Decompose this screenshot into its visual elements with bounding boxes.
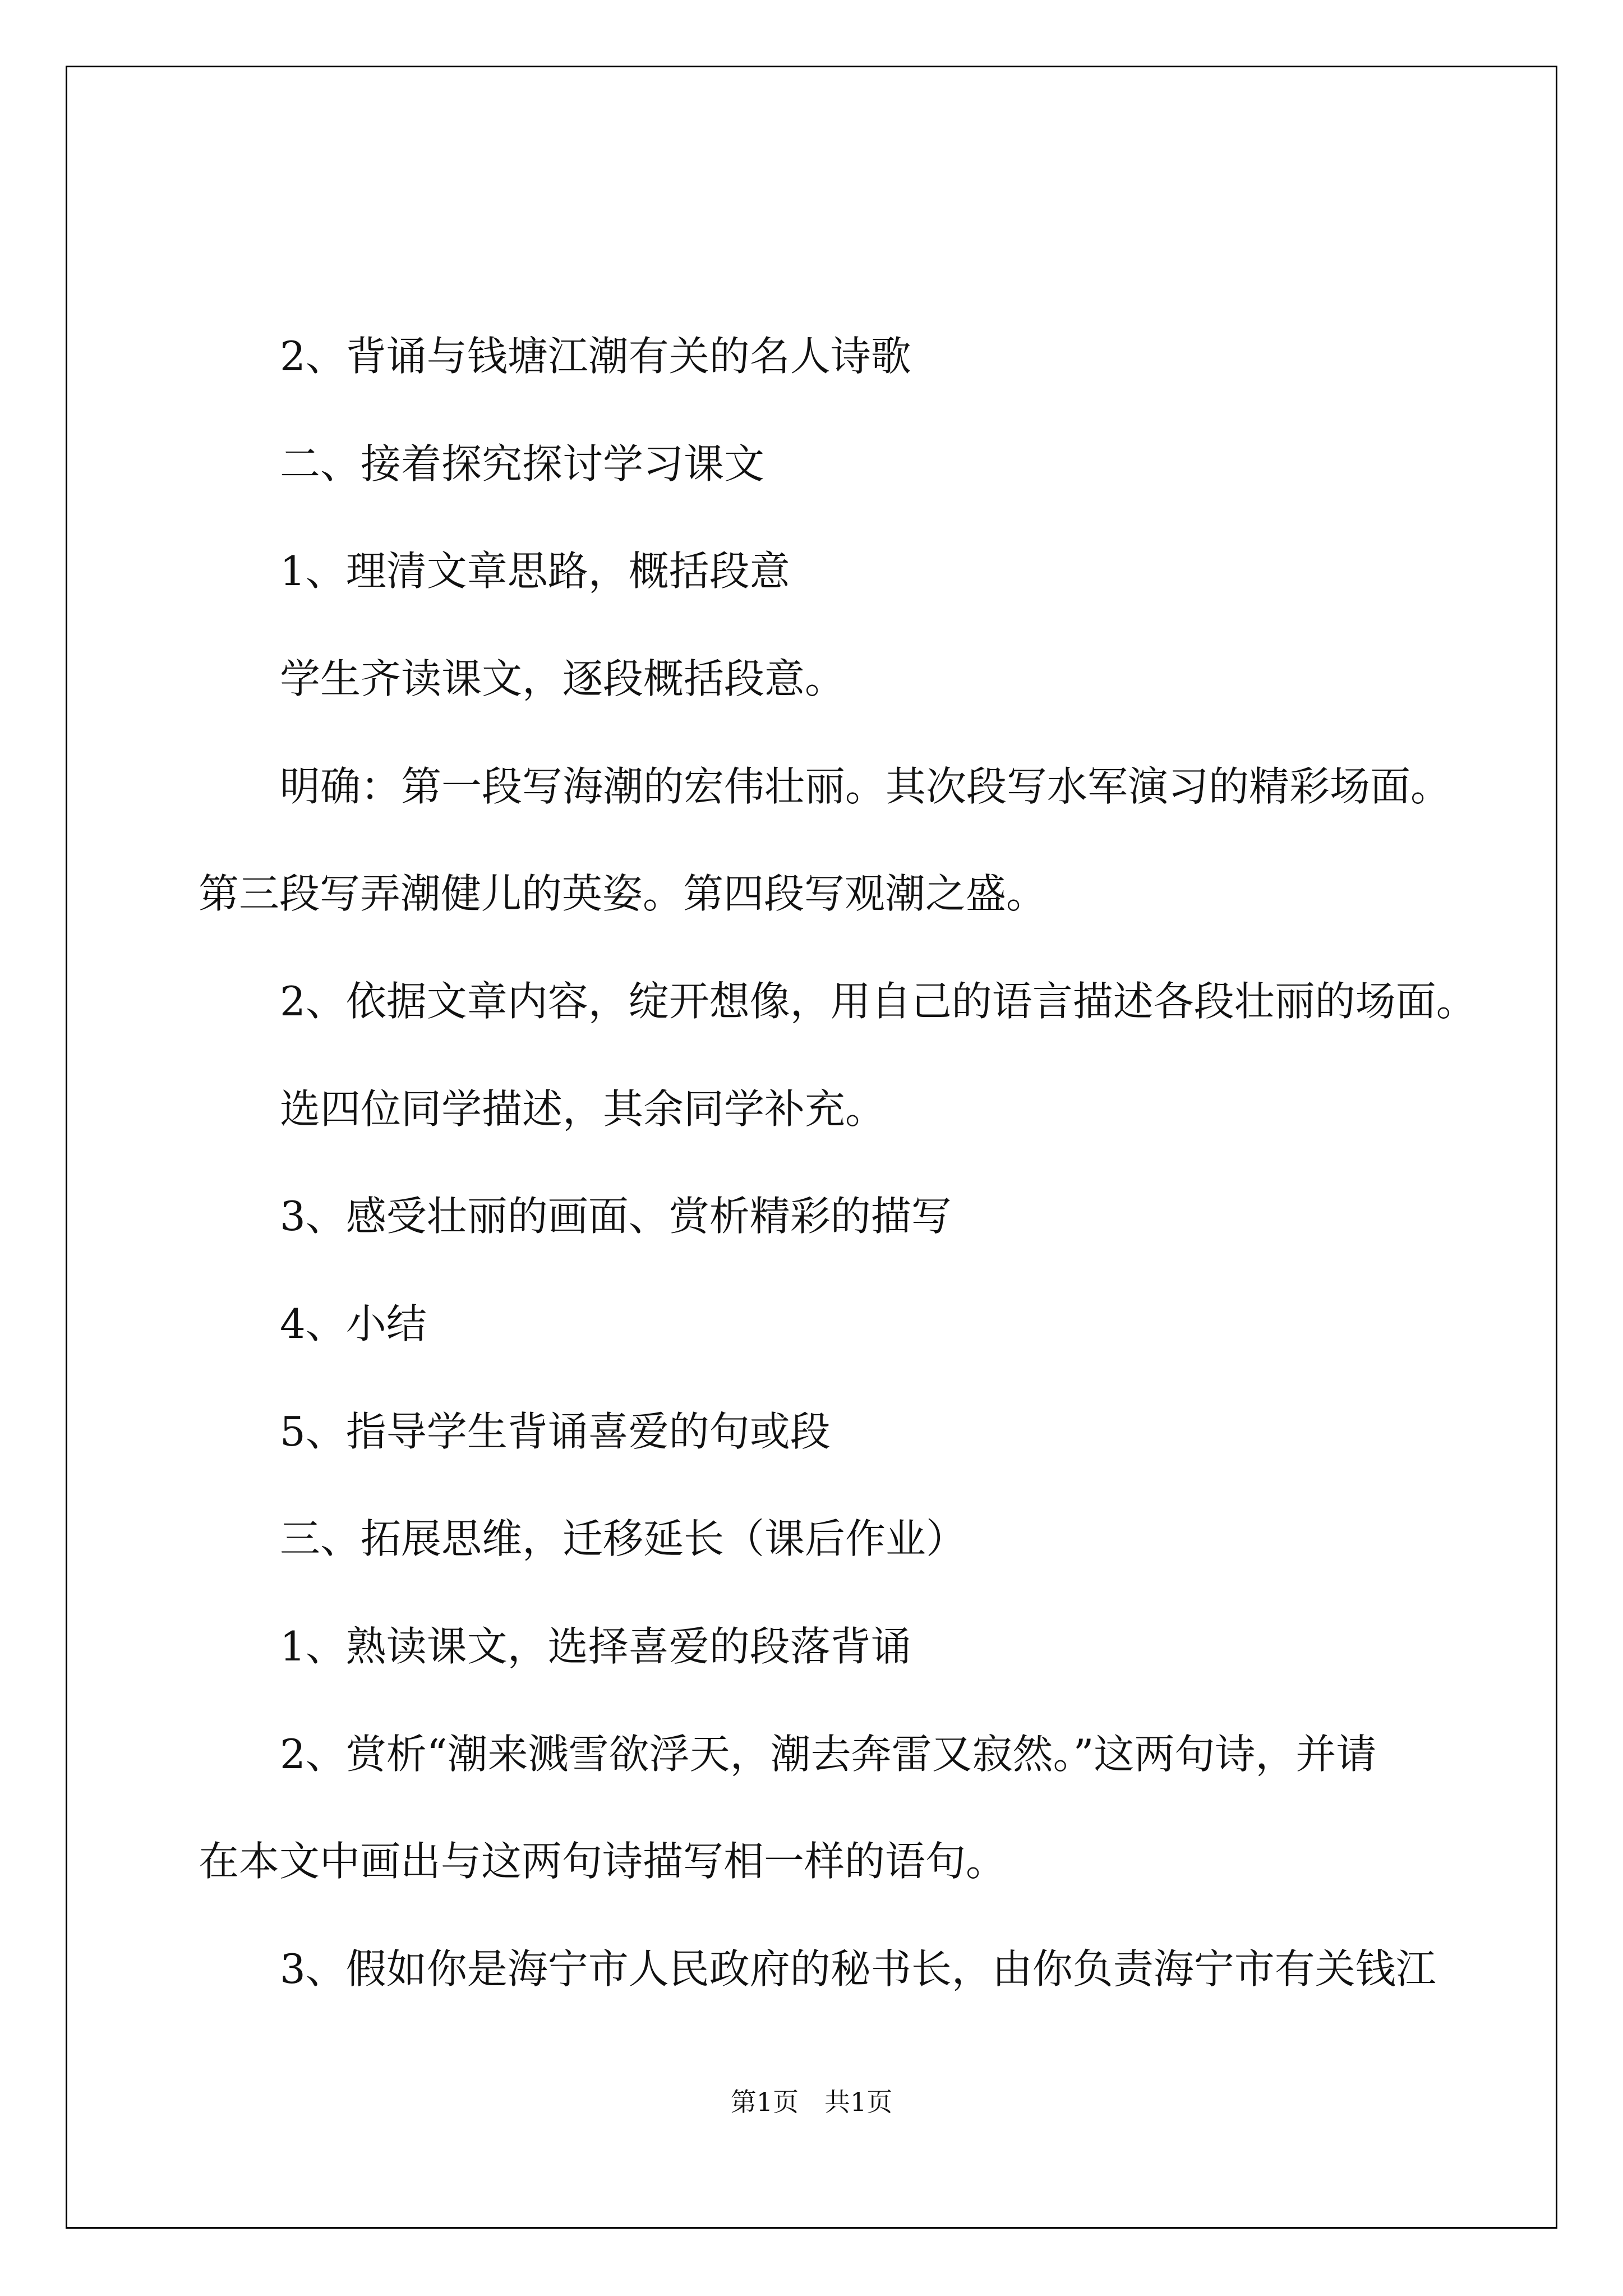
text-line-13: 1、熟读课文，选择喜爱的段落背诵	[280, 1623, 911, 1670]
page-total: 共1页	[824, 2087, 893, 2117]
text-line-14: 2、赏析“潮来溅雪欲浮天，潮去奔雷又寂然。”这两句诗，并请	[280, 1731, 1377, 1778]
text-line-16: 3、假如你是海宁市人民政府的秘书长，由你负责海宁市有关钱江	[280, 1945, 1436, 1993]
text-line-6: 第三段写弄潮健儿的英姿。第四段写观潮之盛。	[199, 870, 1047, 917]
text-line-10: 4、小结	[280, 1300, 427, 1347]
page-border	[66, 66, 1557, 2229]
text-line-11: 5、指导学生背诵喜爱的句或段	[280, 1408, 831, 1455]
text-line-1: 2、背诵与钱塘江潮有关的名人诗歌	[280, 333, 911, 380]
text-line-12: 三、拓展思维，迁移延长（课后作业）	[280, 1515, 967, 1562]
text-line-4: 学生齐读课文，逐段概括段意。	[280, 655, 846, 702]
text-line-7: 2、依据文章内容，绽开想像，用自己的语言描述各段壮丽的场面。	[280, 978, 1477, 1025]
text-line-9: 3、感受壮丽的画面、赏析精彩的描写	[280, 1193, 952, 1240]
text-line-5: 明确：第一段写海潮的宏伟壮丽。其次段写水军演习的精彩场面。	[280, 763, 1451, 810]
text-line-2: 二、接着探究探讨学习课文	[280, 440, 765, 487]
page-footer	[0, 2085, 1623, 2119]
text-line-3: 1、理清文章思路，概括段意	[280, 547, 790, 595]
text-line-15: 在本文中画出与这两句诗描写相一样的语句。	[199, 1838, 1007, 1885]
text-line-8: 选四位同学描述，其余同学补充。	[280, 1085, 886, 1133]
page-number: 第1页	[730, 2087, 799, 2117]
